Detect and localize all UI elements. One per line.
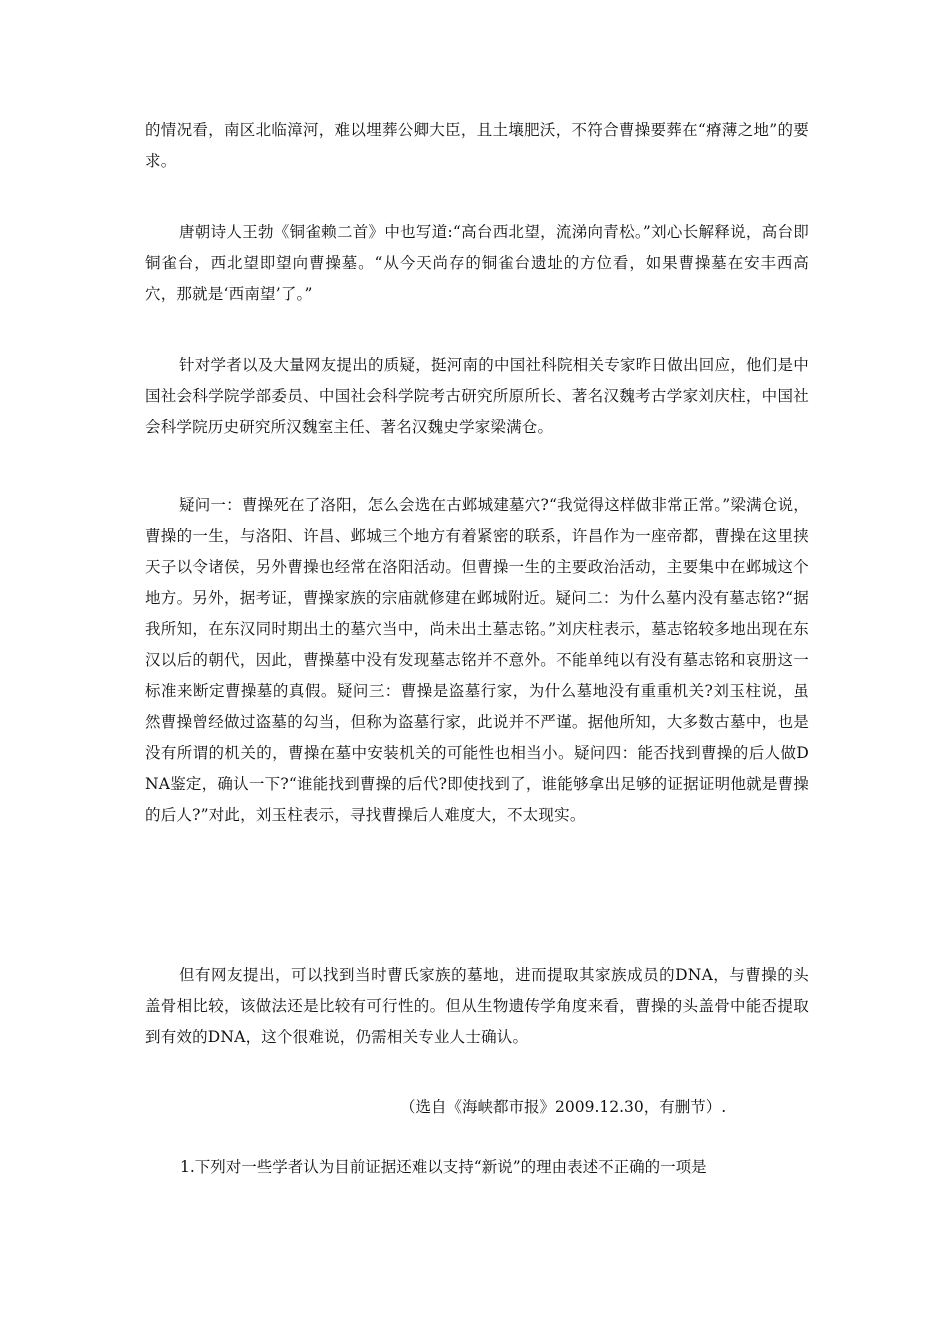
paragraph-4: 疑问一：曹操死在了洛阳，怎么会选在古邺城建墓穴?“我觉得这样做非常正常。”梁满仓说，曹操的一生，与洛阳、许昌、邺城三个地方有着紧密的联系，许昌作为一座帝都，曹操在这里挟天子以令诸侯，另外曹操也经常在洛阳活动。但曹操一生的主要政治活动，主要集中在邺城这个地方。另外，据考证，曹操家族的宗庙就修建在邺城附近。疑问二：为什么墓内没有墓志铭?“据我所知，在东汉同时期出土的墓穴当中，尚未出土墓志铭。”刘庆柱表示，墓志铭较多地出现在东汉以后的朝代，因此，曹操墓中没有发现墓志铭并不意外。不能单纯以有没有墓志铭和哀册这一标准来断定曹操墓的真假。疑问三：曹操是盗墓行家，为什么墓地没有重重机关?刘玉柱说，虽然曹操曾经做过盗墓的勾当，但称为盗墓行家，此说并不严谨。据他所知，大多数古墓中，也是没有所谓的机关的，曹操在墓中安装机关的可能性也相当小。疑问四：能否找到曹操的后人做DNA鉴定，确认一下?“谁能找到曹操的后代?即使找到了，谁能够拿出足够的证据证明他就是曹操的后人?”对此，刘玉柱表示，寻找曹操后人难度大，不太现实。: [145, 496, 809, 824]
paragraph-2: 唐朝诗人王勃《铜雀赖二首》中也写道:“高台西北望，流涕向青松。”刘心长解释说，高台即铜雀台，西北望即望向曹操墓。“从今天尚存的铜雀台遗址的方位看，如果曹操墓在安丰西高穴，那就是‘西南望’了。”: [145, 223, 809, 303]
source-citation: （选自《海峡都市报》2009.12.30，有删节）.: [400, 1098, 727, 1116]
paragraph-3: 针对学者以及大量网友提出的质疑，挺河南的中国社科院相关专家昨日做出回应，他们是中国社会科学院学部委员、中国社会科学院考古研究所原所长、著名汉魏考古学家刘庆柱，中国社会科学院历史研究所汉魏室主任、著名汉魏史学家梁满仓。: [145, 356, 809, 436]
question-1: 1.下列对一些学者认为目前证据还难以支持“新说”的理由表述不正确的一项是: [180, 1158, 707, 1176]
paragraph-5: 但有网友提出，可以找到当时曹氏家族的墓地，进而提取其家族成员的DNA，与曹操的头盖骨相比较，该做法还是比较有可行性的。但从生物遗传学角度来看，曹操的头盖骨中能否提取到有效的DNA，这个很难说，仍需相关专业人士确认。: [145, 966, 809, 1046]
paragraph-1: 的情况看，南区北临漳河，难以埋葬公卿大臣，且土壤肥沃，不符合曹操要葬在“瘠薄之地”的要求。: [145, 121, 809, 170]
